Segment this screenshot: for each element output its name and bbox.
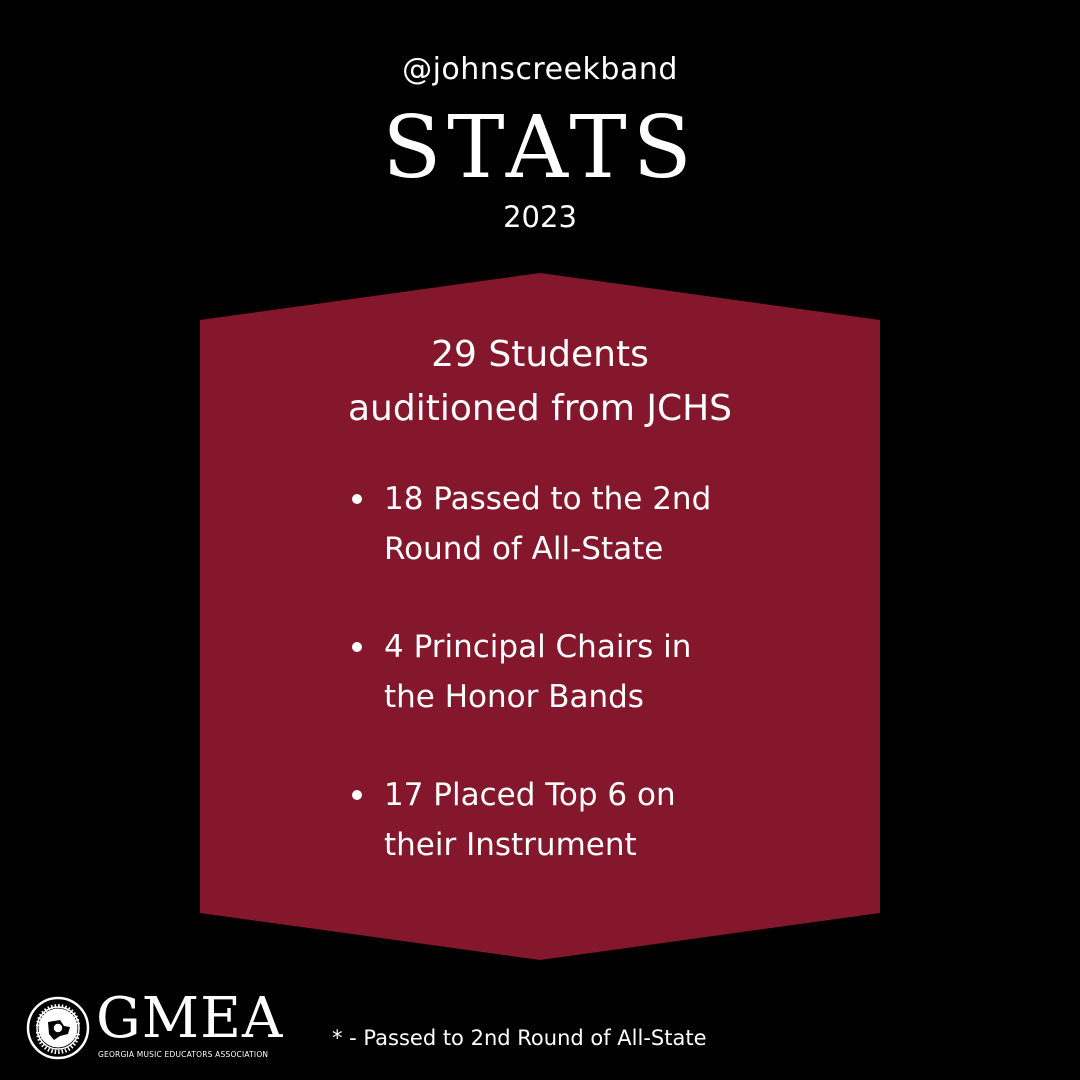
footnote: * - Passed to 2nd Round of All-State [332, 1026, 707, 1050]
stats-list [350, 474, 770, 918]
stat-line-1: 4 Principal Chairs in [384, 629, 692, 665]
bullet-icon [352, 494, 362, 504]
gmea-logo [26, 986, 286, 1064]
stat-line-2: their Instrument [384, 827, 637, 863]
stat-line-2: Round of All-State [384, 531, 664, 567]
bullet-icon [352, 790, 362, 800]
year-text: 2023 [503, 200, 577, 234]
stat-item [350, 770, 770, 870]
stat-item [350, 474, 770, 574]
headline-line-1: 29 Students [431, 334, 649, 375]
bullet-icon [352, 642, 362, 652]
stat-line-1: 18 Passed to the 2nd [384, 481, 712, 517]
gmea-wordmark: GMEA [96, 986, 284, 1051]
gmea-subtitle: GEORGIA MUSIC EDUCATORS ASSOCIATION [98, 1050, 269, 1059]
page-title: STATS [382, 98, 698, 198]
stat-line-1: 17 Placed Top 6 on [384, 777, 676, 813]
stats-headline [240, 328, 840, 436]
gmea-seal-icon [26, 996, 90, 1060]
headline-line-2: auditioned from JCHS [347, 388, 733, 429]
stat-line-2: the Honor Bands [384, 679, 644, 715]
handle-text: @johnscreekband [402, 52, 678, 87]
stat-item [350, 622, 770, 722]
